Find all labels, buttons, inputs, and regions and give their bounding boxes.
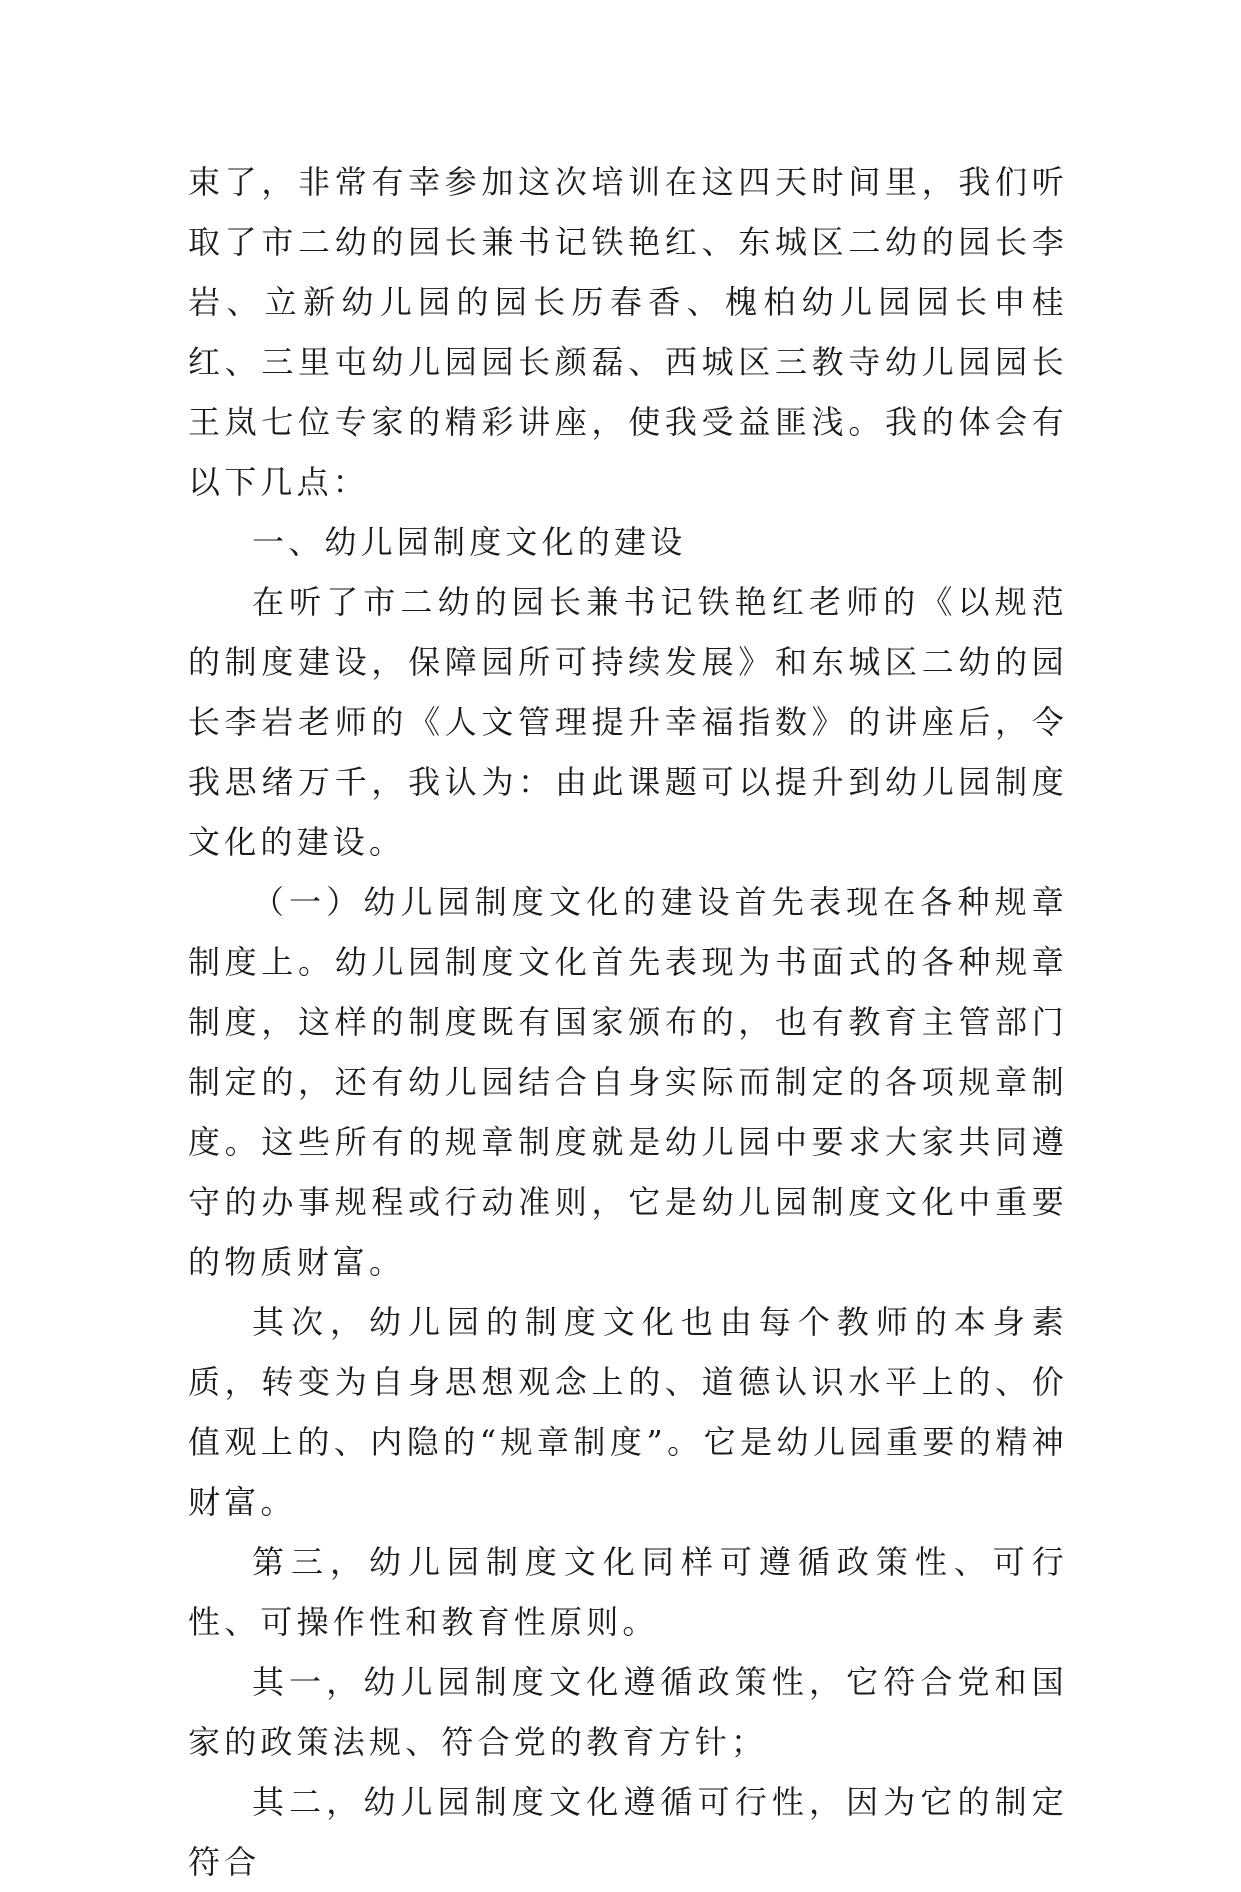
- paragraph-subsection-1: （一）幼儿园制度文化的建设首先表现在各种规章制度上。幼儿园制度文化首先表现为书面式的各种规章制度，这样的制度既有国家颁布的，也有教育主管部门制定的，还有幼儿园结合自身实际而制定的各项规章制度。这些所有的规章制度就是幼儿园中要求大家共同遵守的办事规程或行动准则，它是幼儿园制度文化中重要的物质财富。: [188, 883, 1068, 1281]
- paragraph-intro-continuation: 束了，非常有幸参加这次培训在这四天时间里，我们听取了市二幼的园长兼书记铁艳红、东城区二幼的园长李岩、立新幼儿园的园长历春香、槐柏幼儿园园长申桂红、三里屯幼儿园园长颜磊、西城区三教寺幼儿园园长王岚七位专家的精彩讲座，使我受益匪浅。我的体会有以下几点：: [188, 163, 1068, 501]
- paragraph-thirdly: 第三，幼儿园制度文化同样可遵循政策性、可行性、可操作性和教育性原则。: [188, 1543, 1068, 1641]
- paragraph-point-one: 其一，幼儿园制度文化遵循政策性，它符合党和国家的政策法规、符合党的教育方针；: [188, 1663, 1068, 1761]
- paragraph-lecture-reflection: 在听了市二幼的园长兼书记铁艳红老师的《以规范的制度建设，保障园所可持续发展》和东城区二幼的园长李岩老师的《人文管理提升幸福指数》的讲座后，令我思绪万千，我认为：由此课题可以提升到幼儿园制度文化的建设。: [188, 583, 1068, 861]
- section-heading-1: 一、幼儿园制度文化的建设: [252, 523, 687, 561]
- document-page: [188, 152, 1068, 1892]
- paragraph-secondly: 其次，幼儿园的制度文化也由每个教师的本身素质，转变为自身思想观念上的、道德认识水平上的、价值观上的、内隐的“规章制度”。它是幼儿园重要的精神财富。: [188, 1303, 1068, 1521]
- paragraph-point-two: 其二，幼儿园制度文化遵循可行性，因为它的制定符合: [188, 1783, 1068, 1881]
